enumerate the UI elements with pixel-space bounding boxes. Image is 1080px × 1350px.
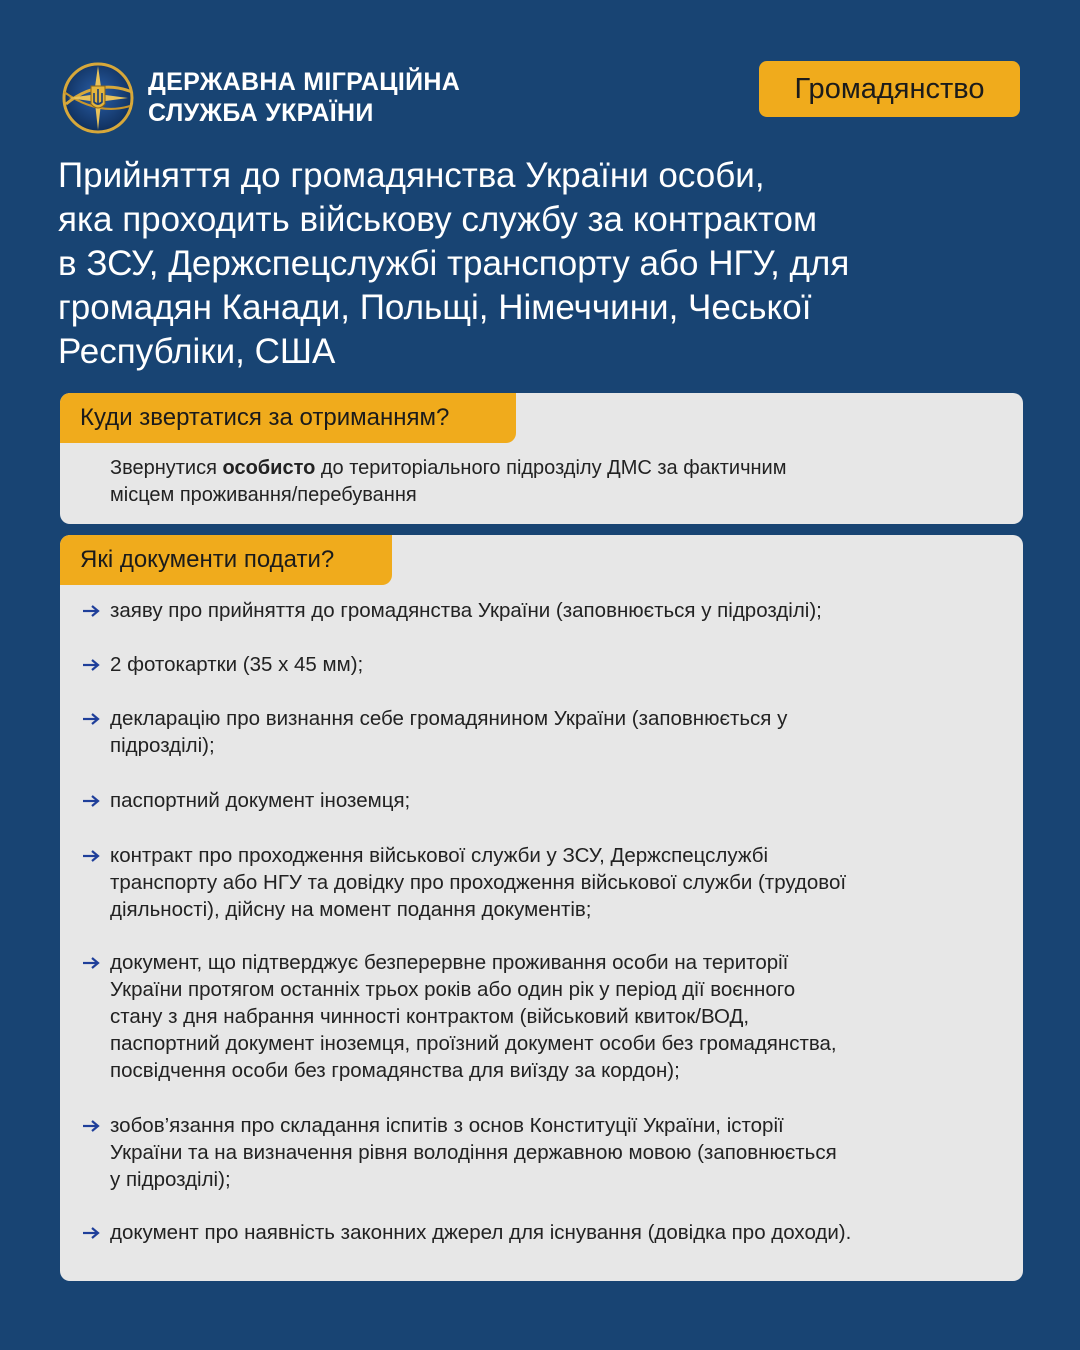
title-line: яка проходить військову службу за контрактом: [58, 200, 818, 239]
title-line: Прийняття до громадянства України особи,: [58, 156, 765, 195]
document-item: [82, 597, 1002, 624]
answer-text-after: до територіального підрозділу ДМС за фактичним: [315, 457, 787, 479]
document-item-line: у підрозділі);: [110, 1168, 231, 1191]
document-item: [82, 705, 1002, 759]
document-item-line: посвідчення особи без громадянства для виїзду за кордон);: [110, 1059, 680, 1082]
org-name: [148, 67, 460, 129]
where-heading: Куди звертатися за отриманням?: [60, 393, 516, 443]
arrow-right-icon: [82, 1119, 102, 1133]
document-item-line: України протягом останніх трьох років або один рік у період дії воєнного: [110, 978, 796, 1001]
where-answer: [110, 455, 990, 509]
document-item: [82, 1112, 1002, 1193]
arrow-right-icon: [82, 956, 102, 970]
document-item-line: України та на визначення рівня володіння державною мовою (заповнюється: [110, 1141, 837, 1164]
document-item: [82, 787, 1002, 814]
org-name-line1: ДЕРЖАВНА МІГРАЦІЙНА: [148, 68, 461, 96]
document-item-text: [110, 949, 1002, 1084]
document-item-line: паспортний документ іноземця;: [110, 789, 411, 812]
header: [58, 58, 460, 138]
document-item: [82, 949, 1002, 1084]
document-item-text: [110, 597, 1002, 624]
dms-emblem-icon: [58, 58, 138, 138]
arrow-right-icon: [82, 849, 102, 863]
document-item-line: заяву про прийняття до громадянства України (заповнюється у підрозділі);: [110, 599, 822, 622]
document-item-text: [110, 842, 1002, 923]
document-item-line: 2 фотокартки (35 х 45 мм);: [110, 653, 364, 676]
where-card: [60, 393, 1023, 524]
documents-card: [60, 535, 1023, 1281]
document-item-line: документ, що підтверджує безперервне проживання особи на території: [110, 951, 789, 974]
title-line: в ЗСУ, Держспецслужбі транспорту або НГУ, для: [58, 244, 850, 283]
page-title: [58, 154, 1018, 374]
title-line: Республіки, США: [58, 332, 336, 371]
document-item-text: [110, 1112, 1002, 1193]
arrow-right-icon: [82, 794, 102, 808]
document-item-line: документ про наявність законних джерел для існування (довідка про доходи).: [110, 1221, 852, 1244]
arrow-right-icon: [82, 604, 102, 618]
answer-text-before: Звернутися: [110, 457, 223, 479]
document-item-line: контракт про проходження військової служби у ЗСУ, Держспецслужбі: [110, 844, 769, 867]
document-item-text: [110, 787, 1002, 814]
answer-text-bold: особисто: [222, 457, 316, 479]
title-line: громадян Канади, Польщі, Німеччини, Чеської: [58, 288, 812, 327]
document-item: [82, 842, 1002, 923]
document-item: [82, 1219, 1002, 1246]
arrow-right-icon: [82, 712, 102, 726]
org-name-line2: СЛУЖБА УКРАЇНИ: [148, 99, 374, 127]
arrow-right-icon: [82, 658, 102, 672]
arrow-right-icon: [82, 1226, 102, 1240]
document-item-line: транспорту або НГУ та довідку про проходження військової служби (трудової: [110, 871, 847, 894]
document-item-line: стану з дня набрання чинності контрактом (військовий квиток/ВОД,: [110, 1005, 750, 1028]
document-item-line: діяльності), дійсну на момент подання документів;: [110, 898, 592, 921]
document-item-line: зобов’язання про складання іспитів з основ Конституції України, історії: [110, 1114, 784, 1137]
answer-text-line2: місцем проживання/перебування: [110, 484, 417, 506]
document-item-text: [110, 651, 1002, 678]
document-item-line: декларацію про визнання себе громадянином України (заповнюється у: [110, 707, 788, 730]
category-badge: Громадянство: [759, 61, 1020, 117]
document-item-text: [110, 705, 1002, 759]
document-item: [82, 651, 1002, 678]
documents-heading: Які документи подати?: [60, 535, 392, 585]
document-item-text: [110, 1219, 1002, 1246]
document-item-line: підрозділі);: [110, 734, 215, 757]
document-item-line: паспортний документ іноземця, проїзний документ особи без громадянства,: [110, 1032, 837, 1055]
